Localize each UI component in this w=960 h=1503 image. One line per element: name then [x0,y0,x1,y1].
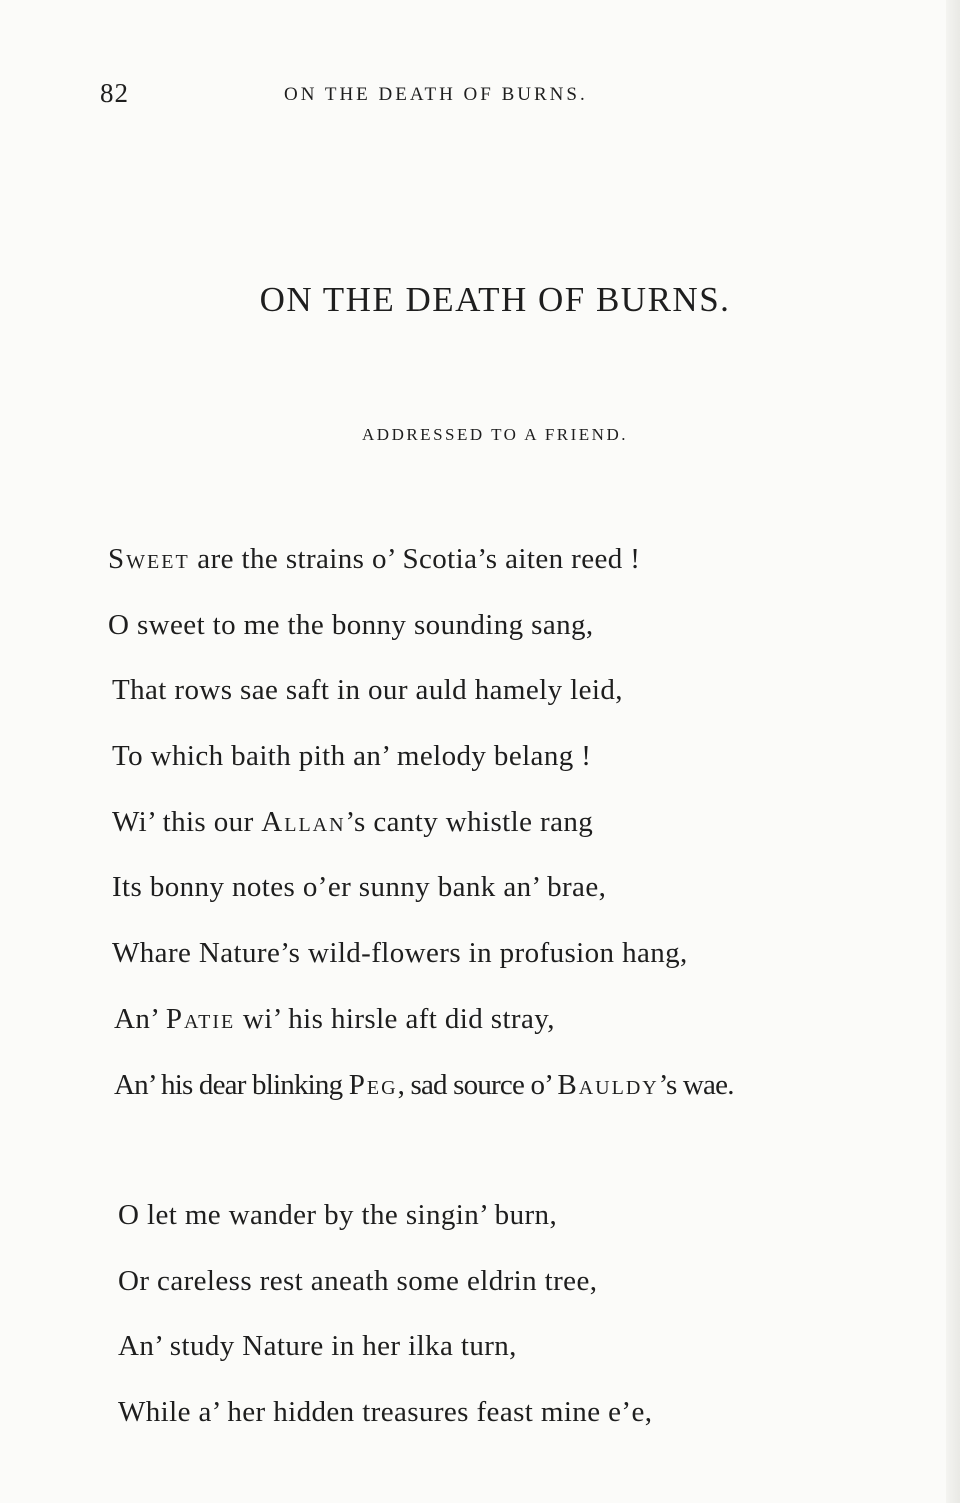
proper-name: Allan [261,806,346,838]
proper-name: Peg [348,1069,398,1101]
line-lead-caps: Sweet [108,543,190,575]
poem-line: Whare Nature’s wild-flowers in profusion hang, [112,937,688,969]
line-text: An’ [114,1003,166,1035]
line-text: wi’ his hirsle aft did stray, [235,1003,555,1035]
line-text: ’s wae. [658,1069,734,1101]
poem-line [112,806,593,839]
poem-line: To which baith pith an’ melody belang ! [112,740,592,772]
line-text: An’ his dear blinking [114,1069,349,1101]
line-text: ’s canty whistle rang [345,806,594,838]
line-text: , sad source o’ [397,1069,558,1101]
poem-subtitle: ADDRESSED TO A FRIEND. [362,425,628,444]
line-text: are the strains o’ Scotia’s aiten reed ! [189,543,641,575]
running-head [100,78,820,114]
poem-line: An’ study Nature in her ilka turn, [118,1330,517,1362]
poem-line: O sweet to me the bonny sounding sang, [108,609,594,641]
page-edge-shadow [946,0,960,1503]
line-text: Wi’ this our [112,806,262,838]
poem-line [108,543,640,576]
poem-line: While a’ her hidden treasures feast mine e’e, [118,1396,653,1428]
poem-title: ON THE DEATH OF BURNS. [259,280,731,319]
proper-name: Bauldy [557,1069,659,1101]
poem-line: O let me wander by the singin’ burn, [118,1199,558,1231]
proper-name: Patie [165,1003,236,1035]
poem-line: Or careless rest aneath some eldrin tree, [118,1265,598,1297]
poem-line [114,1069,734,1102]
poem-line [114,1003,555,1036]
poem-line: Its bonny notes o’er sunny bank an’ brae, [112,871,607,903]
running-title: ON THE DEATH OF BURNS. [284,84,588,105]
poem-line: That rows sae saft in our auld hamely leid, [112,674,623,706]
page-number: 82 [100,78,129,108]
